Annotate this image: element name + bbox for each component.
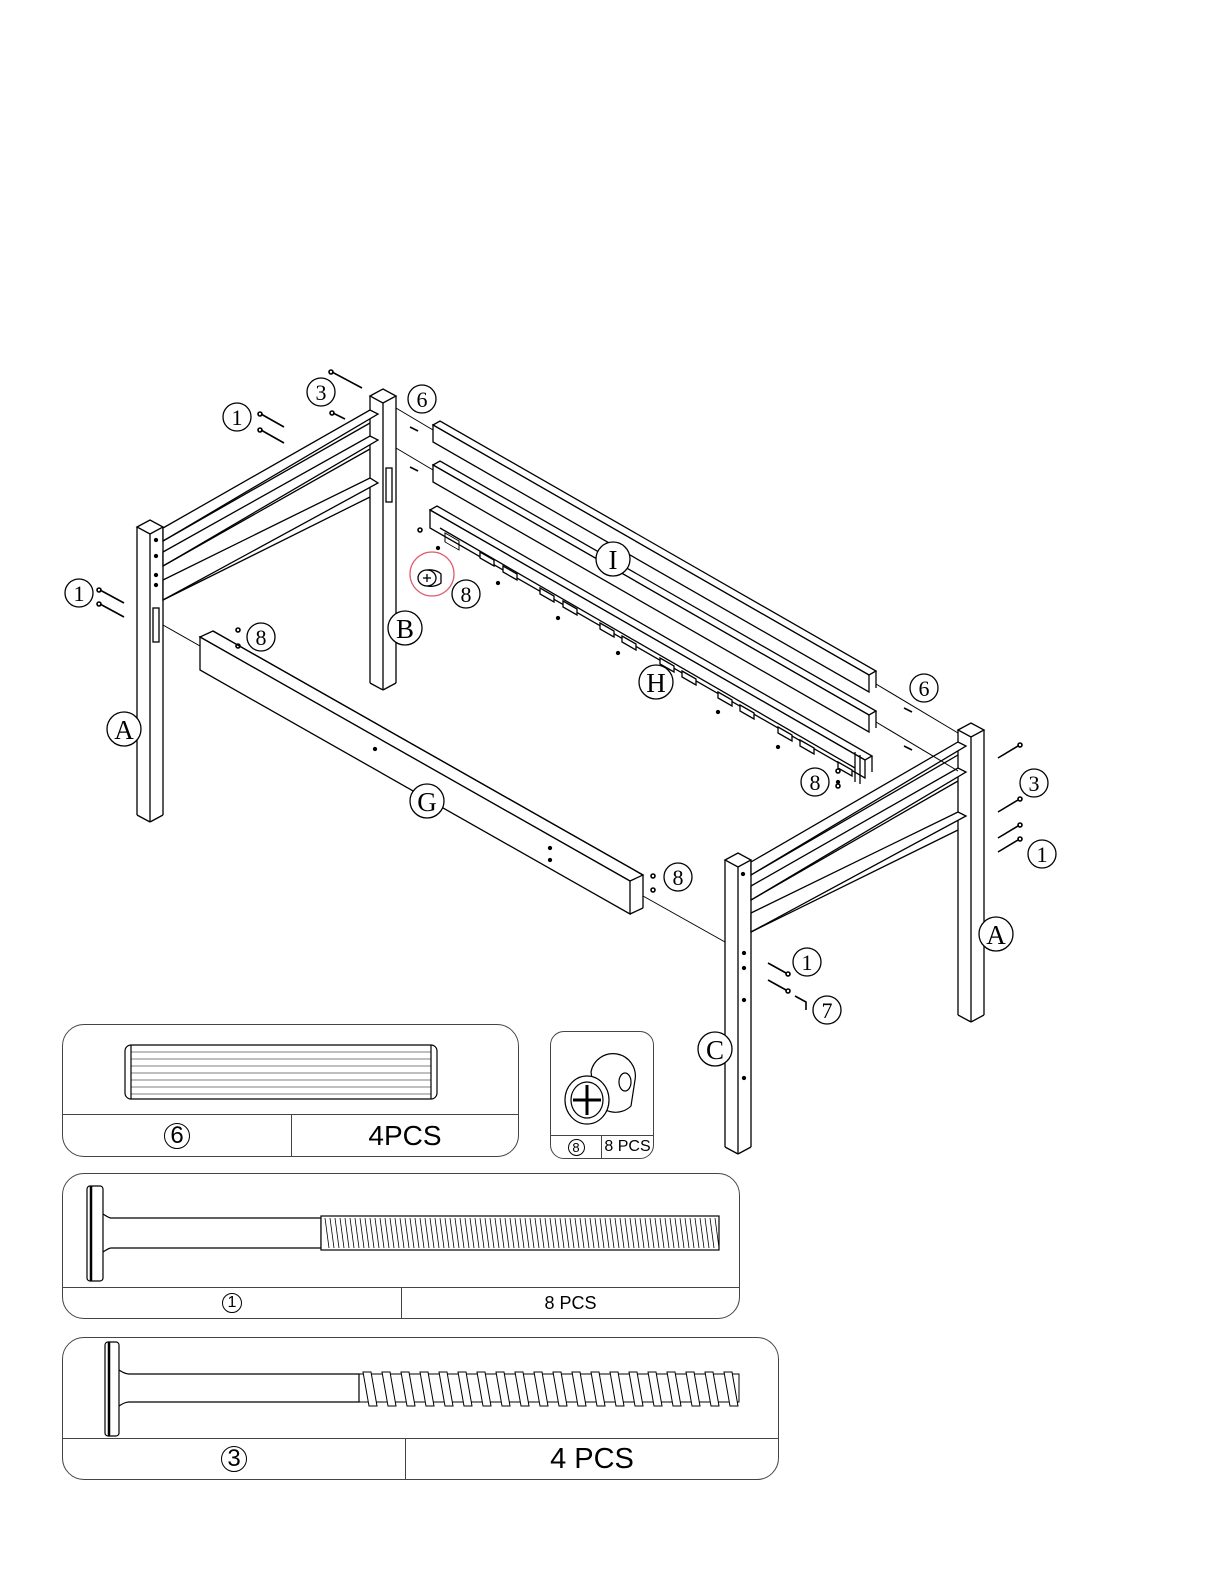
- part-box-6: [62, 1024, 519, 1157]
- part-box-8: [550, 1031, 654, 1159]
- callout-7-bottom: 7: [821, 998, 833, 1023]
- part-number-callouts: [65, 378, 1056, 1024]
- callout-1-right: 1: [1036, 842, 1048, 867]
- callout-8-g-end: 8: [672, 865, 684, 890]
- part-8-label-row: [551, 1135, 653, 1158]
- part-box-3: [62, 1337, 779, 1480]
- part-8-number: 8: [568, 1139, 585, 1156]
- screw-3-icon: [63, 1338, 780, 1440]
- side-rail-g: [163, 625, 725, 942]
- label-a-right: A: [986, 920, 1006, 950]
- callout-6-top: 6: [416, 387, 428, 412]
- part-1-quantity: 8 PCS: [401, 1288, 739, 1318]
- part-6-number: 6: [164, 1123, 190, 1149]
- callout-8-rail-left: 8: [255, 625, 267, 650]
- part-1-label-row: [63, 1287, 739, 1318]
- callout-1-top: 1: [231, 405, 243, 430]
- left-end-slats: [163, 410, 378, 600]
- callout-8-circle: 8: [460, 582, 472, 607]
- label-a-left: A: [114, 715, 134, 745]
- cam-nut-icon: [551, 1032, 655, 1136]
- part-1-number: 1: [222, 1293, 242, 1313]
- part-8-number-cell: [551, 1136, 601, 1158]
- part-3-number-cell: [63, 1439, 405, 1479]
- label-i: I: [608, 545, 618, 575]
- dowel-icon: [63, 1025, 520, 1117]
- part-box-1: [62, 1173, 740, 1319]
- callout-3-top: 3: [315, 380, 327, 405]
- part-8-quantity: 8 PCS: [601, 1136, 653, 1158]
- callout-1-bottom: 1: [801, 950, 813, 975]
- part-6-quantity: 4PCS: [291, 1115, 518, 1156]
- part-3-label-row: [63, 1438, 778, 1479]
- callout-8-rail-right: 8: [809, 770, 821, 795]
- callout-6-right: 6: [918, 676, 930, 701]
- part-3-quantity: 4 PCS: [405, 1439, 778, 1479]
- post-c: [725, 853, 751, 1154]
- part-3-number: 3: [221, 1446, 247, 1472]
- part-6-label-row: [63, 1114, 518, 1156]
- post-a-right: [958, 723, 984, 1022]
- part-letter-labels: [107, 542, 1013, 1066]
- cam-nut-highlight: [410, 552, 454, 596]
- label-g: G: [417, 787, 437, 817]
- post-a-left: [137, 520, 163, 822]
- label-b: B: [395, 614, 415, 644]
- label-h: H: [646, 668, 666, 698]
- rear-rails-i: [396, 408, 958, 771]
- callout-1-left: 1: [73, 581, 85, 606]
- part-1-number-cell: [63, 1288, 401, 1318]
- label-c: C: [705, 1035, 725, 1065]
- callout-3-right: 3: [1028, 771, 1040, 796]
- bolt-1-icon: [63, 1174, 741, 1284]
- post-b: [370, 389, 396, 690]
- part-6-number-cell: [63, 1115, 291, 1156]
